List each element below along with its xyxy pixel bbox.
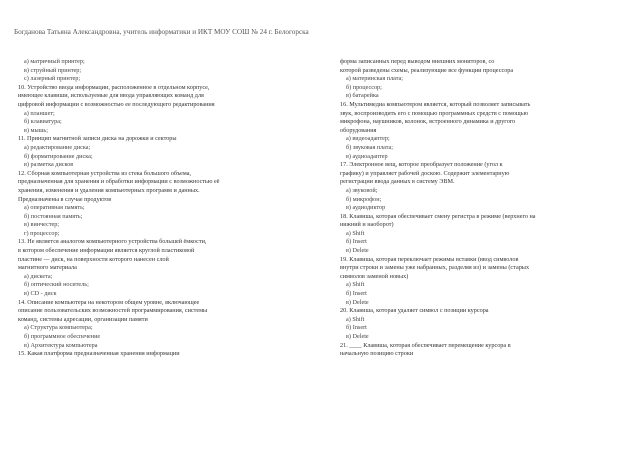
question-text-line: 14. Описание компьютера на некотором общем уровне, включающее [18,298,200,306]
answer-option-line: б) постоянная память; [24,212,83,220]
question-text-line: форма записанных перед выводом внешних мониторов, со [340,58,495,65]
answer-option-line: а) Shift [346,229,365,237]
answer-option-line: в) струйный принтер; [24,66,82,74]
answer-option-line: в) батарейка [346,92,379,100]
question-text-line: нижний и наоборот) [340,221,394,229]
answer-option-line: а) Структура компьютера; [24,324,93,332]
answer-option-line: в) аудиоадаптер [346,152,388,160]
answer-option-line: с) лазерный принтер; [24,75,81,83]
question-text-line: 10. Устройство ввода информации, расположенное в отдельном корпусе, [18,83,210,91]
question-text-line: микрофона, наушников, колонок, встроенного динамика и другого [340,118,516,126]
question-text-line: внутри строки и замены уже набранных, разделяя из) и замены (старых [340,264,530,272]
question-text-line: звук, воспроизводить его с помощью программных средств с помощью [340,109,529,117]
question-text-line: которой разведены схемы, реализующие все функции процессора [340,66,514,74]
answer-option-line: б) Insert [346,324,367,332]
answer-option-line: б) процессор; [346,83,382,91]
question-text-line: 11. Принцип магнитной записи диска на дорожки и секторы [18,135,177,143]
answer-option-line: б) программное обеспечение [24,333,101,340]
question-text-line: символов заменой новых) [340,272,409,280]
answer-option-line: в) аудиодиктор [346,204,386,212]
question-text-line: команд, системы адресации, организации памяти [18,315,148,323]
answer-option-line: а) планшет; [24,109,55,117]
answer-option-line: б) оптический носитель; [24,281,89,289]
right-column [340,58,626,359]
answer-option-line: б) форматирование диска; [24,152,93,160]
answer-option-line: б) Insert [346,238,367,246]
answer-option-line: в) Delete [346,247,369,255]
question-text-line: 19. Клавиша, которая переключает режимы вставки (ввод символов [340,255,519,263]
question-text-line: имеющее клавиши, используемые для ввода управляющих команд для [18,92,204,100]
question-text-line: пластине — диск, на поверхности которого нанесен слой [18,255,169,263]
answer-option-line: б) Insert [346,290,367,298]
page-header: Богданова Татьяна Александровна, учитель информатики и ИКТ МОУ СОШ № 24 г. Белогорска [14,28,309,36]
question-text-line: Предназначены в случае продуктов [18,195,112,203]
left-column [18,58,314,359]
question-text-line: магнитного материала [18,264,77,272]
question-text-line: предназначенная для хранения и обработки информации с возможностью её [18,178,220,186]
question-text-line: начальную позицию строки [340,350,414,358]
answer-option-line: в) Архитектура компьютера [24,341,98,349]
question-text-line: регистрации ввода данных в систему ЭВМ. [340,178,455,186]
answer-option-line: в) CD - диск [24,290,57,298]
answer-option-line: а) матричный принтер; [24,58,85,65]
answer-option-line: а) Shift [346,315,365,323]
answer-option-line: б) клавиатура; [24,118,62,126]
question-text-line: 12. Сборная компьютерная устройства из стека большого объема, [18,169,192,177]
question-text-line: 16. Мультимедиа компьютером является, который позволяет записывать [340,100,531,108]
answer-option-line: а) оперативная память; [24,204,85,212]
question-text-line: оборудования [340,126,377,134]
answer-option-line: а) видеоадаптер; [346,135,390,143]
question-text-line: 13. Не является аналогом компьютерного устройства большей ёмкости, [18,238,207,246]
answer-option-line: а) материнская плата; [346,75,404,83]
question-text-line: графику) и управляет рабочей доскою. Содержит элементарную [340,169,510,177]
answer-option-line: в) Delete [346,333,369,340]
question-text-line: в котором обеспечение информации является круглой пластиковой [18,247,195,255]
question-text-line: 15. Какая платформа предназначенная хранения информации [18,350,180,358]
question-text-line: 21. ____ Клавиша, которая обеспечивает перемещение курсора в [340,341,511,349]
question-text-line: хранения, изменения и удаления компьютерных программ и данных. [18,186,200,194]
answer-option-line: а) звуковой; [346,186,378,194]
answer-option-line: а) дискета; [24,272,53,280]
answer-option-line: б) микрофон; [346,195,382,203]
answer-option-line: а) Shift [346,281,365,289]
question-text-line: 17. Электронное вещ, которое преобразует положение (угол к [340,161,503,169]
answer-option-line: в) разметка дисков [24,161,74,169]
question-text-line: 20. Клавиша, которая удаляет символ с позиции курсора [340,307,489,315]
answer-option-line: а) редактирование диска; [24,143,91,151]
question-text-line: цифровой информации с возможностью ее последующего редактирования [18,100,215,108]
question-text-line: 18. Клавиша, которая обеспечивает смену регистра в режиме (верхнего на [340,212,536,220]
question-text-line: описание пользовательских возможностей программирования, системы [18,307,208,315]
answer-option-line: в) винчестер; [24,221,60,229]
answer-option-line: в) Delete [346,298,369,306]
answer-option-line: б) звуковая плата; [346,143,393,151]
answer-option-line: в) мышь; [24,126,48,134]
answer-option-line: г) процессор; [24,229,60,237]
